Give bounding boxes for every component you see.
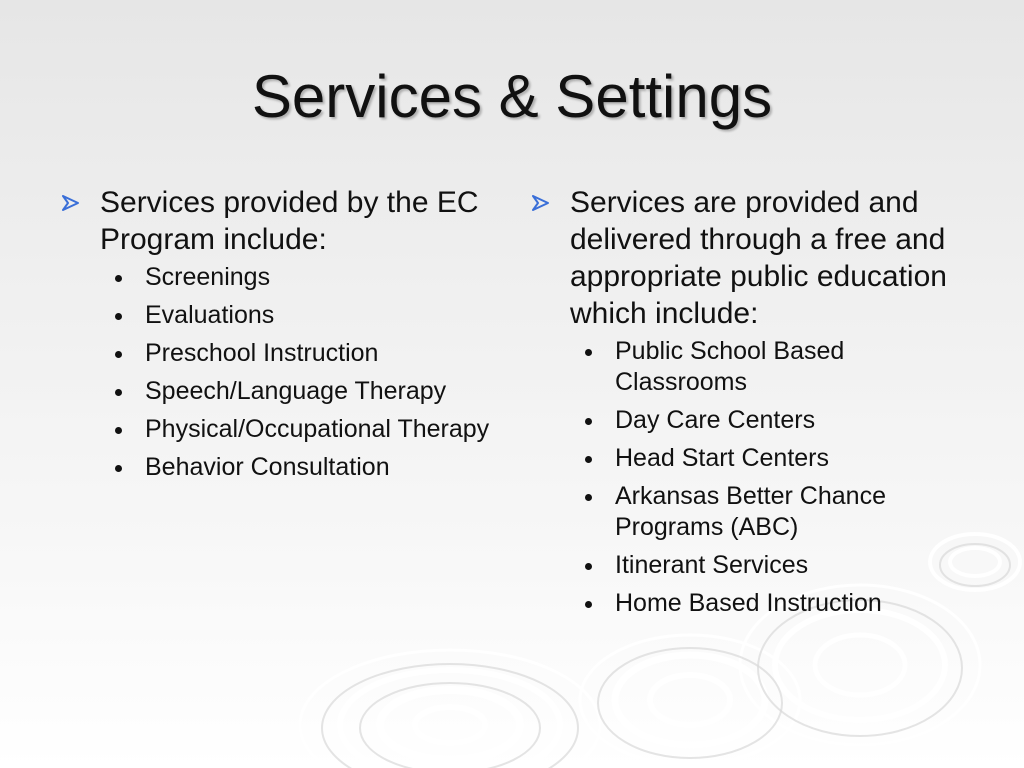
list-item-label: Physical/Occupational Therapy [145,415,490,443]
dot-bullet-icon [585,418,592,425]
list-item-label: Preschool Instruction [145,339,379,367]
list-item [530,443,960,474]
list-item-label: Evaluations [145,301,275,329]
list-item-label: Head Start Centers [615,444,829,472]
dot-bullet-icon [115,351,122,358]
list-item [530,550,960,581]
list-item [530,481,960,543]
dot-bullet-icon [115,465,122,472]
list-item [60,338,490,369]
dot-bullet-icon [585,349,592,356]
dot-bullet-icon [585,601,592,608]
list-item [60,262,490,293]
left-subitem-list [60,262,490,483]
dot-bullet-icon [585,456,592,463]
dot-bullet-icon [115,275,122,282]
list-item-label: Itinerant Services [615,551,809,579]
dot-bullet-icon [115,427,122,434]
dot-bullet-icon [585,494,592,501]
left-column-heading [60,184,490,258]
list-item-label: Screenings [145,263,271,291]
slide-title: Services & Settings [251,63,773,130]
right-column-heading [530,184,960,332]
dot-bullet-icon [585,563,592,570]
list-item [60,452,490,483]
list-item-label: Behavior Consultation [145,453,390,481]
list-item [530,336,960,398]
right-subitem-list [530,336,960,619]
list-item [60,300,490,331]
right-column [530,184,960,626]
list-item [60,376,490,407]
dot-bullet-icon [115,313,122,320]
list-item-label: Public School Based Classrooms [615,337,845,396]
list-item-label: Arkansas Better Chance Programs (ABC) [615,482,886,541]
list-item-label: Speech/Language Therapy [145,377,447,405]
arrow-bullet-icon [532,195,550,211]
left-column [60,184,490,490]
list-item [530,588,960,619]
right-heading-text: Services are provided and delivered through a free and appropriate public education which include: [570,186,947,330]
list-item [530,405,960,436]
list-item-label: Day Care Centers [615,406,816,434]
list-item [60,414,490,445]
dot-bullet-icon [115,389,122,396]
arrow-bullet-icon [62,195,80,211]
list-item-label: Home Based Instruction [615,589,882,617]
left-heading-text: Services provided by the EC Program include: [100,186,479,256]
